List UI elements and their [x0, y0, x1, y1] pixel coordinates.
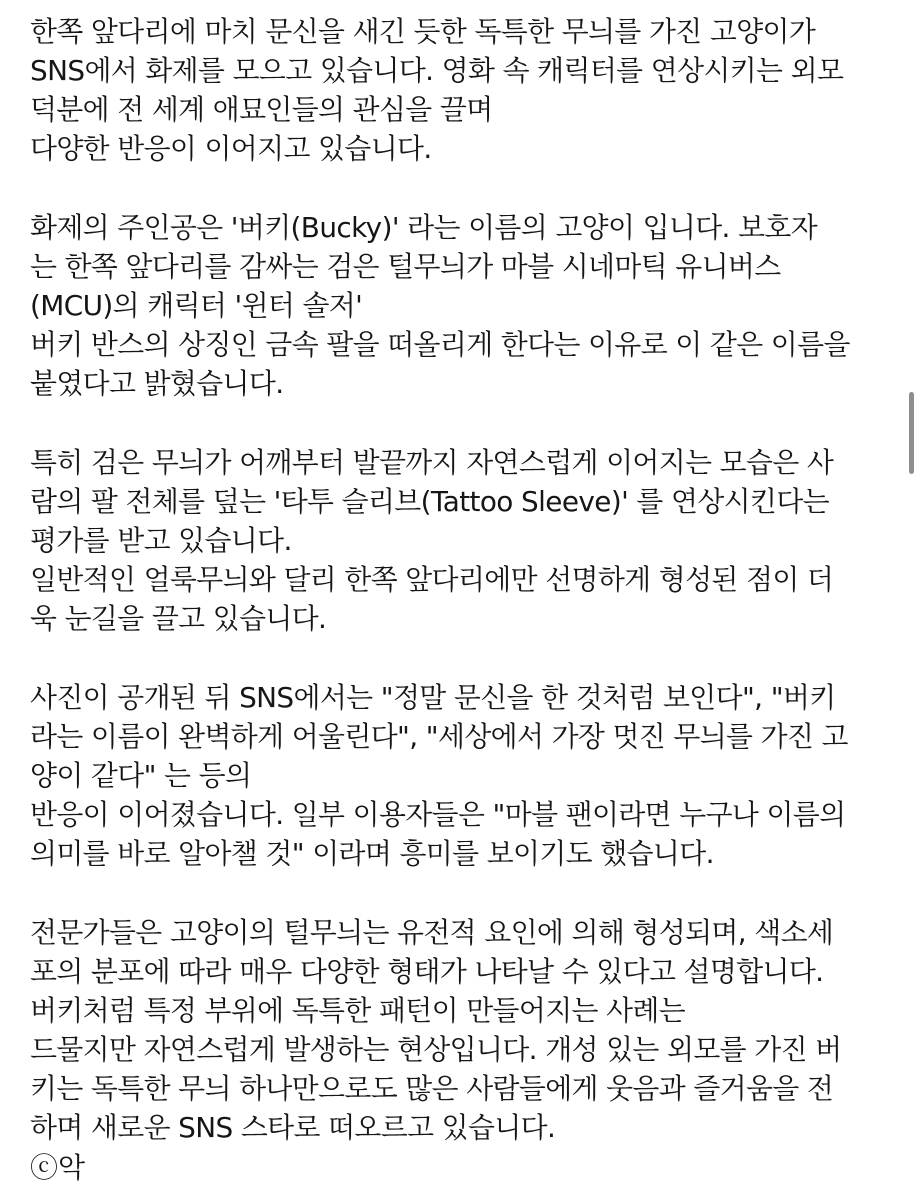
text-line: 일반적인 얼룩무늬와 달리 한쪽 앞다리에만 선명하게 형성된 점이 더: [30, 563, 834, 596]
scrollbar-thumb[interactable]: [909, 392, 914, 474]
text-line: (MCU)의 캐릭터 '윈터 솔저': [30, 289, 363, 322]
text-line: 화제의 주인공은 '버키(Bucky)' 라는 이름의 고양이 입니다. 보호자: [30, 211, 818, 244]
text-line: 반응이 이어졌습니다. 일부 이용자들은 "마블 팬이라면 누구나 이름의: [30, 798, 846, 831]
text-line: 버키 반스의 상징인 금속 팔을 떠올리게 한다는 이유로 이 같은 이름을: [30, 328, 850, 361]
text-line: 양이 같다" 는 등의: [30, 759, 252, 792]
text-line: 특히 검은 무늬가 어깨부터 발끝까지 자연스럽게 이어지는 모습은 사: [30, 446, 834, 479]
text-line: 는 한쪽 앞다리를 감싸는 검은 털무늬가 마블 시네마틱 유니버스: [30, 250, 781, 283]
text-line: 다양한 반응이 이어지고 있습니다.: [30, 132, 432, 165]
text-line: 붙였다고 밝혔습니다.: [30, 367, 284, 400]
text-line: 키는 독특한 무늬 하나만으로도 많은 사람들에게 웃음과 즐거움을 전: [30, 1072, 834, 1105]
text-line: 평가를 받고 있습니다.: [30, 524, 292, 557]
text-line: 욱 눈길을 끌고 있습니다.: [30, 602, 327, 635]
paragraph: [30, 208, 900, 403]
text-line: 덕분에 전 세계 애묘인들의 관심을 끌며: [30, 93, 493, 126]
text-line: 드물지만 자연스럽게 발생하는 현상입니다. 개성 있는 외모를 가진 버: [30, 1033, 842, 1066]
paragraph: [30, 913, 900, 1147]
text-line: 라는 이름이 완벽하게 어울린다", "세상에서 가장 멋진 무늬를 가진 고: [30, 720, 848, 753]
text-line: 버키처럼 특정 부위에 독특한 패턴이 만들어지는 사례는: [30, 994, 686, 1027]
paragraph: [30, 678, 900, 873]
text-line: 포의 분포에 따라 매우 다양한 형태가 나타날 수 있다고 설명합니다.: [30, 955, 824, 988]
text-line: 의미를 바로 알아챌 것" 이라며 흥미를 보이기도 했습니다.: [30, 837, 714, 870]
text-line: 하며 새로운 SNS 스타로 떠오르고 있습니다.: [30, 1111, 556, 1144]
text-line: SNS에서 화제를 모으고 있습니다. 영화 속 캐릭터를 연상시키는 외모: [30, 54, 844, 87]
text-line: 한쪽 앞다리에 마치 문신을 새긴 듯한 독특한 무늬를 가진 고양이가: [30, 15, 816, 48]
paragraph: [30, 12, 900, 168]
text-line: 사진이 공개된 뒤 SNS에서는 "정말 문신을 한 것처럼 보인다", "버키: [30, 681, 836, 714]
article-body: [30, 12, 900, 1187]
text-line: 람의 팔 전체를 덮는 '타투 슬리브(Tattoo Sleeve)' 를 연상시킨다는: [30, 485, 829, 518]
paragraph: [30, 443, 900, 638]
text-line: 전문가들은 고양이의 털무늬는 유전적 요인에 의해 형성되며, 색소세: [30, 916, 834, 949]
cutoff-text: ⓒ악: [30, 1151, 86, 1184]
